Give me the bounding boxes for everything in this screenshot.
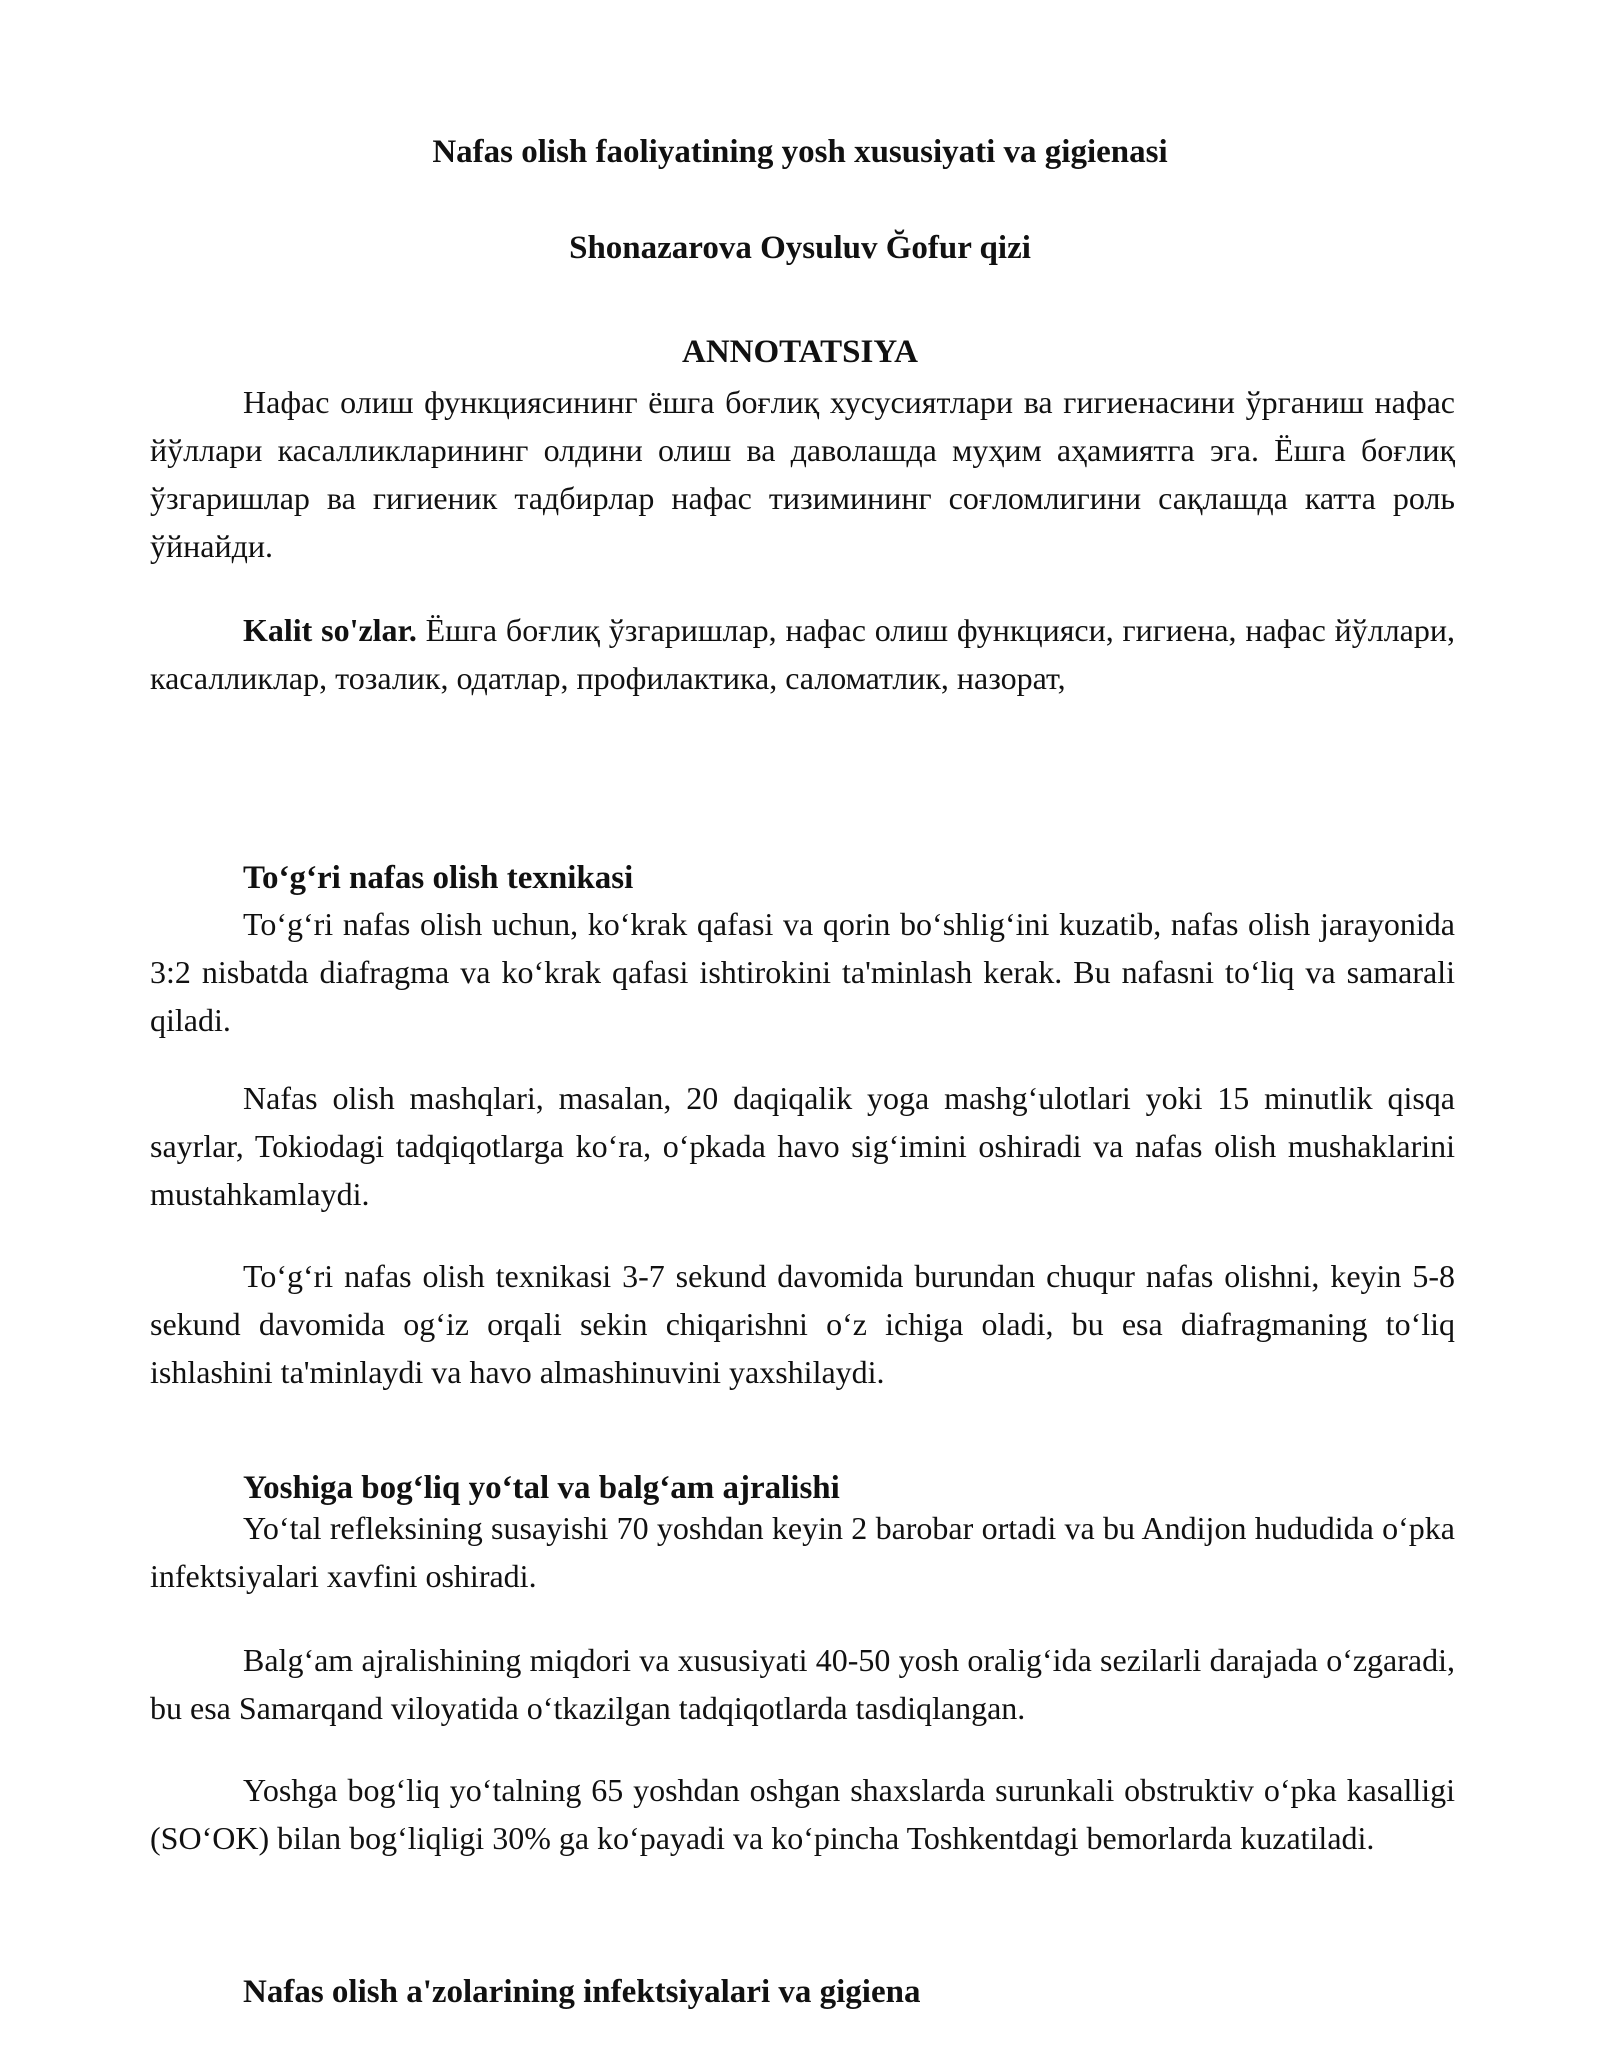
section-1-paragraph-1: To‘g‘ri nafas olish uchun, ko‘krak qafasi va qorin bo‘shlig‘ini kuzatib, nafas olish jarayonida 3:2 nisbatda diafragma va ko‘krak qafasi ishtirokini ta'minlash kerak. Bu nafasni to‘liq va samarali qiladi. [150, 906, 1455, 1038]
section-1-paragraph-3: To‘g‘ri nafas olish texnikasi 3-7 sekund davomida burundan chuqur nafas olishni, keyin 5-8 sekund davomida og‘iz orqali sekin chiqarishni o‘z ichiga oladi, bu esa diafragmaning to‘liq ishlashini ta'minlaydi va havo almashinuvini yaxshilaydi. [150, 1258, 1455, 1390]
section-heading-breathing-technique: To‘g‘ri nafas olish texnikasi [243, 860, 634, 896]
author-name: Shonazarova Oysuluv Ğofur qizi [569, 230, 1031, 266]
section-2-paragraph-2: Balg‘am ajralishining miqdori va xususiyati 40-50 yosh oralig‘ida sezilarli darajada o‘zgaradi, bu esa Samarqand viloyatida o‘tkazilgan tadqiqotlarda tasdiqlangan. [150, 1642, 1455, 1726]
document-title: Nafas olish faoliyatining yosh xususiyati va gigienasi [432, 134, 1168, 170]
section-heading-infections-hygiene: Nafas olish a'zolarining infektsiyalari va gigiena [243, 1974, 921, 2010]
section-heading-cough-sputum: Yoshiga bog‘liq yo‘tal va balg‘am ajralishi [243, 1470, 840, 1506]
section-1-paragraph-2: Nafas olish mashqlari, masalan, 20 daqiqalik yoga mashg‘ulotlari yoki 15 minutlik qisqa sayrlar, Tokiodagi tadqiqotlarga ko‘ra, o‘pkada havo sig‘imini oshiradi va nafas olish mushaklarini mustahkamlaydi. [150, 1080, 1455, 1212]
annotation-paragraph: Нафас олиш функциясининг ёшга боғлиқ хусусиятлари ва гигиенасини ўрганиш нафас йўллари касалликларининг олдини олиш ва даволашда муҳим аҳамиятга эга. Ёшга боғлиқ ўзгаришлар ва гигиеник тадбирлар нафас тизимининг соғломлигини сақлашда катта роль ўйнайди. [150, 384, 1455, 564]
section-2-paragraph-1: Yo‘tal refleksining susayishi 70 yoshdan keyin 2 barobar ortadi va bu Andijon hududida o‘pka infektsiyalari xavfini oshiradi. [150, 1510, 1455, 1594]
keywords-label: Kalit so'zlar. [243, 612, 417, 648]
keywords-text: Ёшга боғлиқ ўзгаришлар, нафас олиш функцияси, гигиена, нафас йўллари, касалликлар, тозалик, одатлар, профилактика, саломатлик, назорат, [150, 612, 1456, 696]
annotation-heading: ANNOTATSIYA [682, 334, 918, 370]
keywords-paragraph [150, 606, 1455, 702]
section-2-paragraph-3: Yoshga bog‘liq yo‘talning 65 yoshdan oshgan shaxslarda surunkali obstruktiv o‘pka kasalligi (SO‘OK) bilan bog‘liqligi 30% ga ko‘payadi va ko‘pincha Toshkentdagi bemorlarda kuzatiladi. [150, 1772, 1455, 1856]
